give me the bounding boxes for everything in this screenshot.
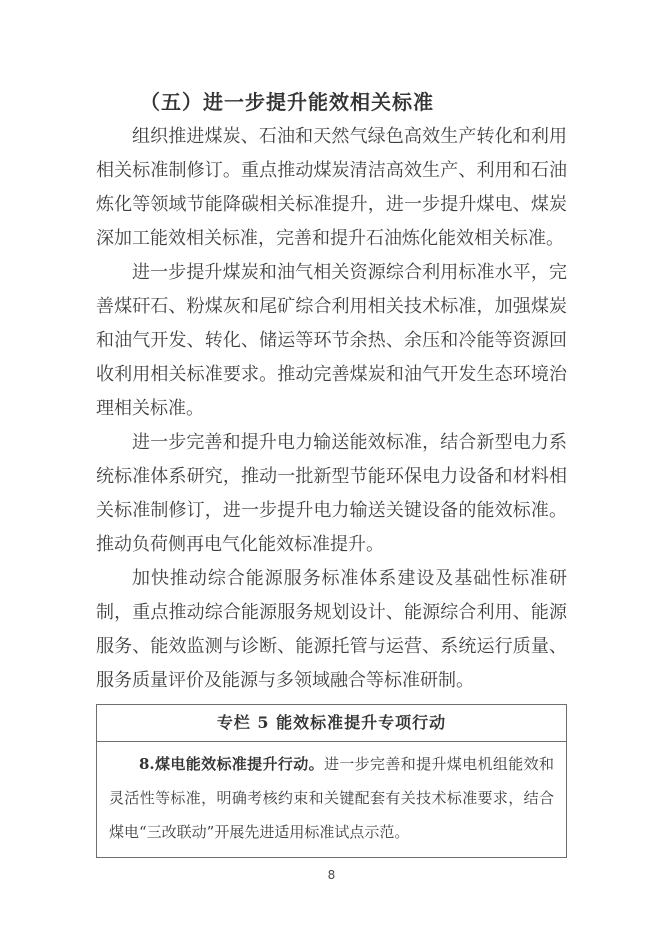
paragraph-3: 进一步完善和提升电力输送能效标准，结合新型电力系统标准体系研究，推动一批新型节能环保电力设备和材料相关标准制修订，进一步提升电力输送关键设备的能效标准。推动负荷侧再电气化能效标准提升。	[96, 432, 567, 555]
section-heading: （五）进一步提升能效相关标准	[140, 90, 434, 114]
page-number: 8	[327, 868, 336, 882]
paragraph-2: 进一步提升煤炭和油气相关资源综合利用标准水平，完善煤矸石、粉煤灰和尾矿综合利用相关技术标准，加强煤炭和油气开发、转化、储运等环节余热、余压和冷能等资源回收利用相关标准要求。推动完善煤炭和油气开发生态环境治理相关标准。	[96, 262, 567, 419]
paragraph-1: 组织推进煤炭、石油和天然气绿色高效生产转化和利用相关标准制修订。重点推动煤炭清洁高效生产、利用和石油炼化等领域节能降碳相关标准提升，进一步提升煤电、煤炭深加工能效相关标准，完善和提升石油炼化能效相关标准。	[96, 126, 567, 249]
callout-title: 专栏 5 能效标准提升专项行动	[97, 705, 566, 742]
callout-item-lead: 8.煤电能效标准提升行动。	[139, 755, 324, 773]
callout-body	[97, 742, 566, 857]
callout-box	[96, 704, 567, 858]
callout-item-text: 进一步完善和提升煤电机组能效和灵活性等标准，明确考核约束和关键配套有关技术标准要求，结合煤电“三改联动”开展先进适用标准试点示范。	[109, 755, 554, 841]
paragraph-4: 加快推动综合能源服务标准体系建设及基础性标准研制，重点推动综合能源服务规划设计、能源综合利用、能源服务、能效监测与诊断、能源托管与运营、系统运行质量、服务质量评价及能源与多领域融合等标准研制。	[96, 568, 567, 691]
